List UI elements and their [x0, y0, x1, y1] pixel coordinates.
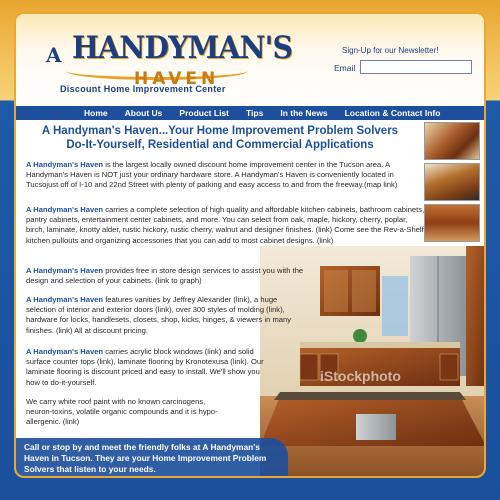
- nav-product-list[interactable]: Product List: [179, 108, 229, 118]
- paragraph-vanities: [26, 295, 296, 336]
- headline-line-2: Do-It-Yourself, Residential and Commercial Applications: [66, 139, 374, 151]
- main-content: [16, 120, 486, 478]
- paragraph-text: provides free in store design services to assist you with the design and selection of your cabinets. (link to graph): [26, 266, 304, 286]
- logo-handymans: HANDYMAN'S: [72, 30, 293, 66]
- logo-tagline: Discount Home Improvement Center: [60, 84, 226, 94]
- brand-name: A Handyman's Haven: [26, 160, 104, 169]
- kitchen-thumbnail-1[interactable]: [424, 122, 480, 160]
- nav-location-contact[interactable]: Location & Contact Info: [344, 108, 441, 118]
- nav-tips[interactable]: Tips: [246, 108, 264, 118]
- page-frame: [14, 12, 486, 478]
- site-logo[interactable]: [38, 26, 293, 106]
- cabinet-thumbnail-3[interactable]: [424, 204, 480, 242]
- kitchen-thumbnail-2[interactable]: [424, 163, 480, 201]
- brand-name: A Handyman's Haven: [26, 295, 104, 304]
- paragraph-cabinets: [26, 205, 426, 246]
- paragraph-windows: [26, 347, 266, 388]
- logo-haven: HAVEN: [134, 69, 220, 89]
- email-input[interactable]: [360, 60, 472, 74]
- site-header: [16, 14, 486, 107]
- email-label: Email: [334, 63, 356, 73]
- paragraph-text: features vanities by Jeffrey Alexander (link), a huge selection of interior and exterior doors (link), over 300 styles of molding (link), hardware for locks, handlesets, closets, shop, kicks, hinges, & viewers in many finishes. (link) All at discount pricing.: [26, 295, 292, 335]
- thumbnail-column: [424, 122, 484, 245]
- logo-a: A: [46, 43, 62, 67]
- watermark: iStockphoto: [320, 368, 401, 384]
- main-nav: [16, 106, 486, 120]
- headline: [16, 124, 424, 152]
- paragraph-text: carries acrylic block windows (link) and solid surface counter tops (link), laminate flooring by Kronotexusa (link). Our laminate flooring is discount priced and easy to install. We'll show you how to do-it-yourself.: [26, 347, 264, 387]
- brand-name: A Handyman's Haven: [26, 347, 104, 356]
- newsletter-label: Sign-Up for our Newsletter!: [342, 46, 439, 55]
- paragraph-roof-paint: [26, 397, 226, 428]
- brand-name: A Handyman's Haven: [26, 266, 104, 275]
- brand-name: A Handyman's Haven: [26, 205, 104, 214]
- nav-home[interactable]: Home: [84, 108, 108, 118]
- paragraph-text: is the largest locally owned discount home improvement center in the Tucson area. A Handyman's Haven is NOT just your ordinary hardware store. A Handyman's Haven is conveniently located in Tucsojust off of I-10 and 22nd Street with plenty of parking and easy access to and from the freeway.(map link): [26, 160, 398, 190]
- paragraph-text: We carry white roof paint with no known carcinogens, neuron-toxins, volatile organic compounds and it is hypo-allergenic. (link): [26, 397, 218, 427]
- paragraph-intro: [26, 160, 426, 191]
- nav-about-us[interactable]: About Us: [124, 108, 163, 118]
- paragraph-text: carries a complete selection of high quality and affordable kitchen cabinets, bathroom cabinets, pantry cabinets, entertainment center cabinets, and more. You can select from oak, maple, hickory, cherry, poplar, birch, laminate, knotty alder, rustic hickory, rustic cherry, walnut and designer finishes. (link) Come see the Rev-a-Shelf kitchen pullouts and organizing accessories that you can add to most cabinet designs. (link): [26, 205, 425, 245]
- cta-text: Call or stop by and meet the friendly folks at A Handyman's Haven in Tucson. They are your Home Improvement Problem Solvers that listen to your needs.: [24, 442, 267, 474]
- nav-in-the-news[interactable]: In the News: [280, 108, 328, 118]
- call-to-action-banner: [16, 438, 288, 478]
- paragraph-design: [26, 266, 326, 286]
- headline-line-1: A Handyman's Haven...Your Home Improvement Problem Solvers: [41, 125, 399, 137]
